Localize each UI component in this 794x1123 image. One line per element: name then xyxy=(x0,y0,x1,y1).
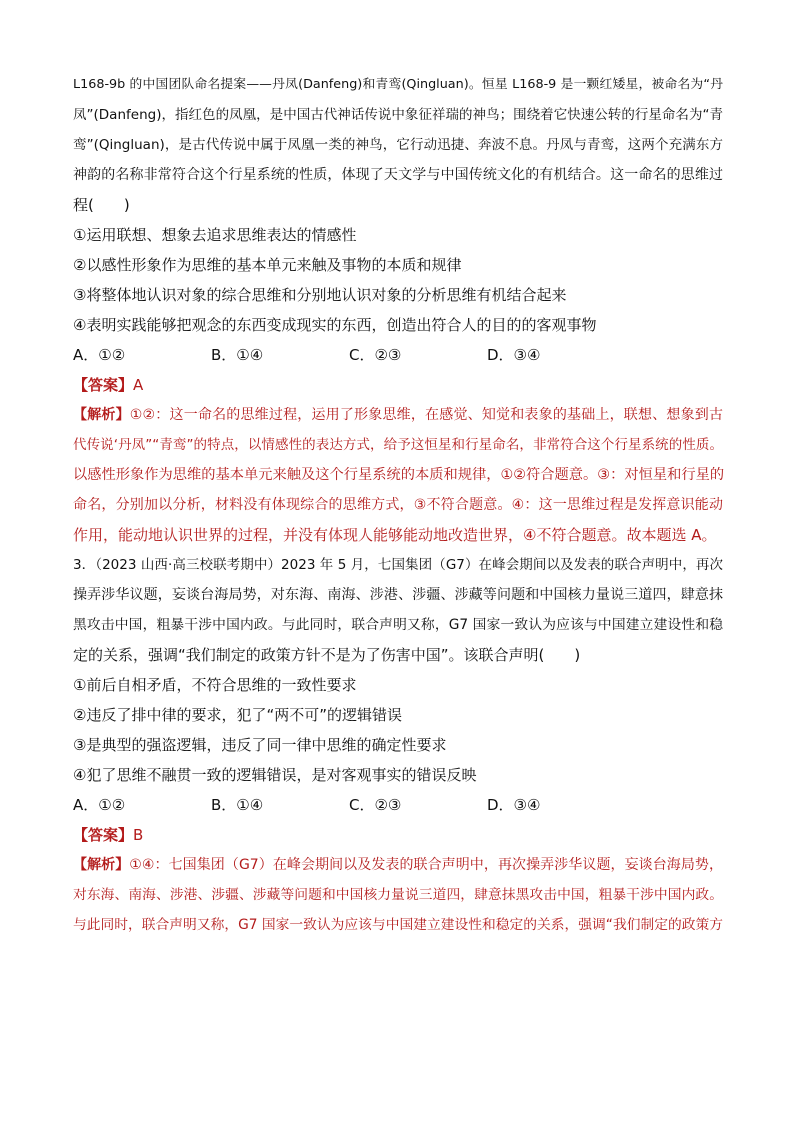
q3-analysis-line xyxy=(73,850,723,880)
q2-stem-line: 程( ) xyxy=(73,196,130,214)
q2-analysis-line: 代传说‘丹凤”“青鸾”的特点，以情感性的表达方式，给予这恒星和行星命名，非常符合这个行星系统的性质。 xyxy=(73,437,723,453)
q3-item: ④犯了思维不融贯一致的逻辑错误，是对客观事实的错误反映 xyxy=(73,766,477,784)
q3-stem-line: 黑攻击中国，粗暴干涉中国内政。与此同时，联合声明又称，G7 国家一致认为应该与中国建立建设性和稳 xyxy=(73,617,723,633)
q2-analysis-line xyxy=(73,400,723,430)
q2-option-b: B．①④ xyxy=(211,346,264,364)
q2-stem-line: 凤”(Danfeng)，指红色的凤凰，是中国古代神话传说中象征祥瑞的神鸟；围绕着它快速公转的行星命名为“青 xyxy=(73,107,723,123)
q3-option-b: B．①④ xyxy=(211,796,264,814)
q2-analysis-line: 以感性形象作为思维的基本单元来触及这个行星系统的本质和规律，①②符合题意。③：对恒星和行星的 xyxy=(73,467,725,483)
q2-option-a: A．①② xyxy=(73,346,126,364)
q2-stem-line: 鸾”(Qingluan)，是古代传说中属于凤凰一类的神鸟，它行动迅捷、奔波不息。丹凤与青鸾，这两个充满东方 xyxy=(73,137,723,153)
q3-option-a: A．①② xyxy=(73,796,126,814)
q2-item: ③将整体地认识对象的综合思维和分别地认识对象的分析思维有机结合起来 xyxy=(73,286,567,304)
page-content xyxy=(73,70,723,940)
q2-item: ②以感性形象作为思维的基本单元来触及事物的本质和规律 xyxy=(73,256,462,274)
q2-answer xyxy=(73,370,723,400)
q3-stem-line: 3．（2023 山西·高三校联考期中）2023 年 5 月，七国集团（G7）在峰会期间以及发表的联合声明中，再次 xyxy=(73,557,723,573)
q2-analysis-line: 作用，能动地认识世界的过程，并没有体现人能够能动地改造世界，④不符合题意。故本题选 A。 xyxy=(73,526,717,544)
q3-analysis-text: ①④：七国集团（G7）在峰会期间以及发表的联合声明中，再次操弄涉华议题，妄谈台海局势， xyxy=(129,857,723,873)
q3-answer xyxy=(73,820,723,850)
q3-stem-line: 定的关系，强调“我们制定的政策方针不是为了伤害中国”。该联合声明( ) xyxy=(73,646,581,664)
q3-item: ③是典型的强盗逻辑，违反了同一律中思维的确定性要求 xyxy=(73,736,447,754)
q2-stem-line: 神韵的名称非常符合这个行星系统的性质，体现了天文学与中国传统文化的有机结合。这一命名的思维过 xyxy=(73,167,723,183)
q2-stem-line: L168-9b 的中国团队命名提案——丹凤(Danfeng)和青鸾(Qingluan)。恒星 L168-9 是一颗红矮星，被命名为“丹 xyxy=(73,77,723,92)
q3-item: ①前后自相矛盾，不符合思维的一致性要求 xyxy=(73,676,357,694)
q2-item: ④表明实践能够把观念的东西变成现实的东西，创造出符合人的目的的客观事物 xyxy=(73,316,597,334)
q3-option-c: C．②③ xyxy=(349,796,402,814)
q2-option-d: D．③④ xyxy=(487,346,541,364)
q3-stem-line: 操弄涉华议题，妄谈台海局势，对东海、南海、涉港、涉疆、涉藏等问题和中国核力量说三道四，肆意抹 xyxy=(73,587,723,603)
q3-analysis-line: 与此同时，联合声明又称，G7 国家一致认为应该与中国建立建设性和稳定的关系，强调“我们制定的政策方 xyxy=(73,917,723,933)
q2-analysis-line: 命名，分别加以分析，材料没有体现综合的思维方式，③不符合题意。④：这一思维过程是发挥意识能动 xyxy=(73,497,723,513)
q3-option-d: D．③④ xyxy=(487,796,541,814)
q2-option-c: C．②③ xyxy=(349,346,402,364)
q3-options xyxy=(73,790,723,820)
q2-answer-value: A xyxy=(133,376,144,394)
q3-answer-value: B xyxy=(133,826,144,844)
q2-item: ①运用联想、想象去追求思维表达的情感性 xyxy=(73,226,357,244)
q2-answer-label: 【答案】 xyxy=(73,376,134,394)
q3-analysis-label: 【解析】 xyxy=(73,857,130,873)
q3-answer-label: 【答案】 xyxy=(73,826,134,844)
q2-analysis-label: 【解析】 xyxy=(73,407,130,423)
q3-analysis-line: 对东海、南海、涉港、涉疆、涉藏等问题和中国核力量说三道四，肆意抹黑攻击中国，粗暴干涉中国内政。 xyxy=(73,887,723,903)
q3-item: ②违反了排中律的要求，犯了“两不可”的逻辑错误 xyxy=(73,706,402,724)
q2-options xyxy=(73,340,723,370)
q2-analysis-text: ①②：这一命名的思维过程，运用了形象思维，在感觉、知觉和表象的基础上，联想、想象到古 xyxy=(129,407,723,423)
